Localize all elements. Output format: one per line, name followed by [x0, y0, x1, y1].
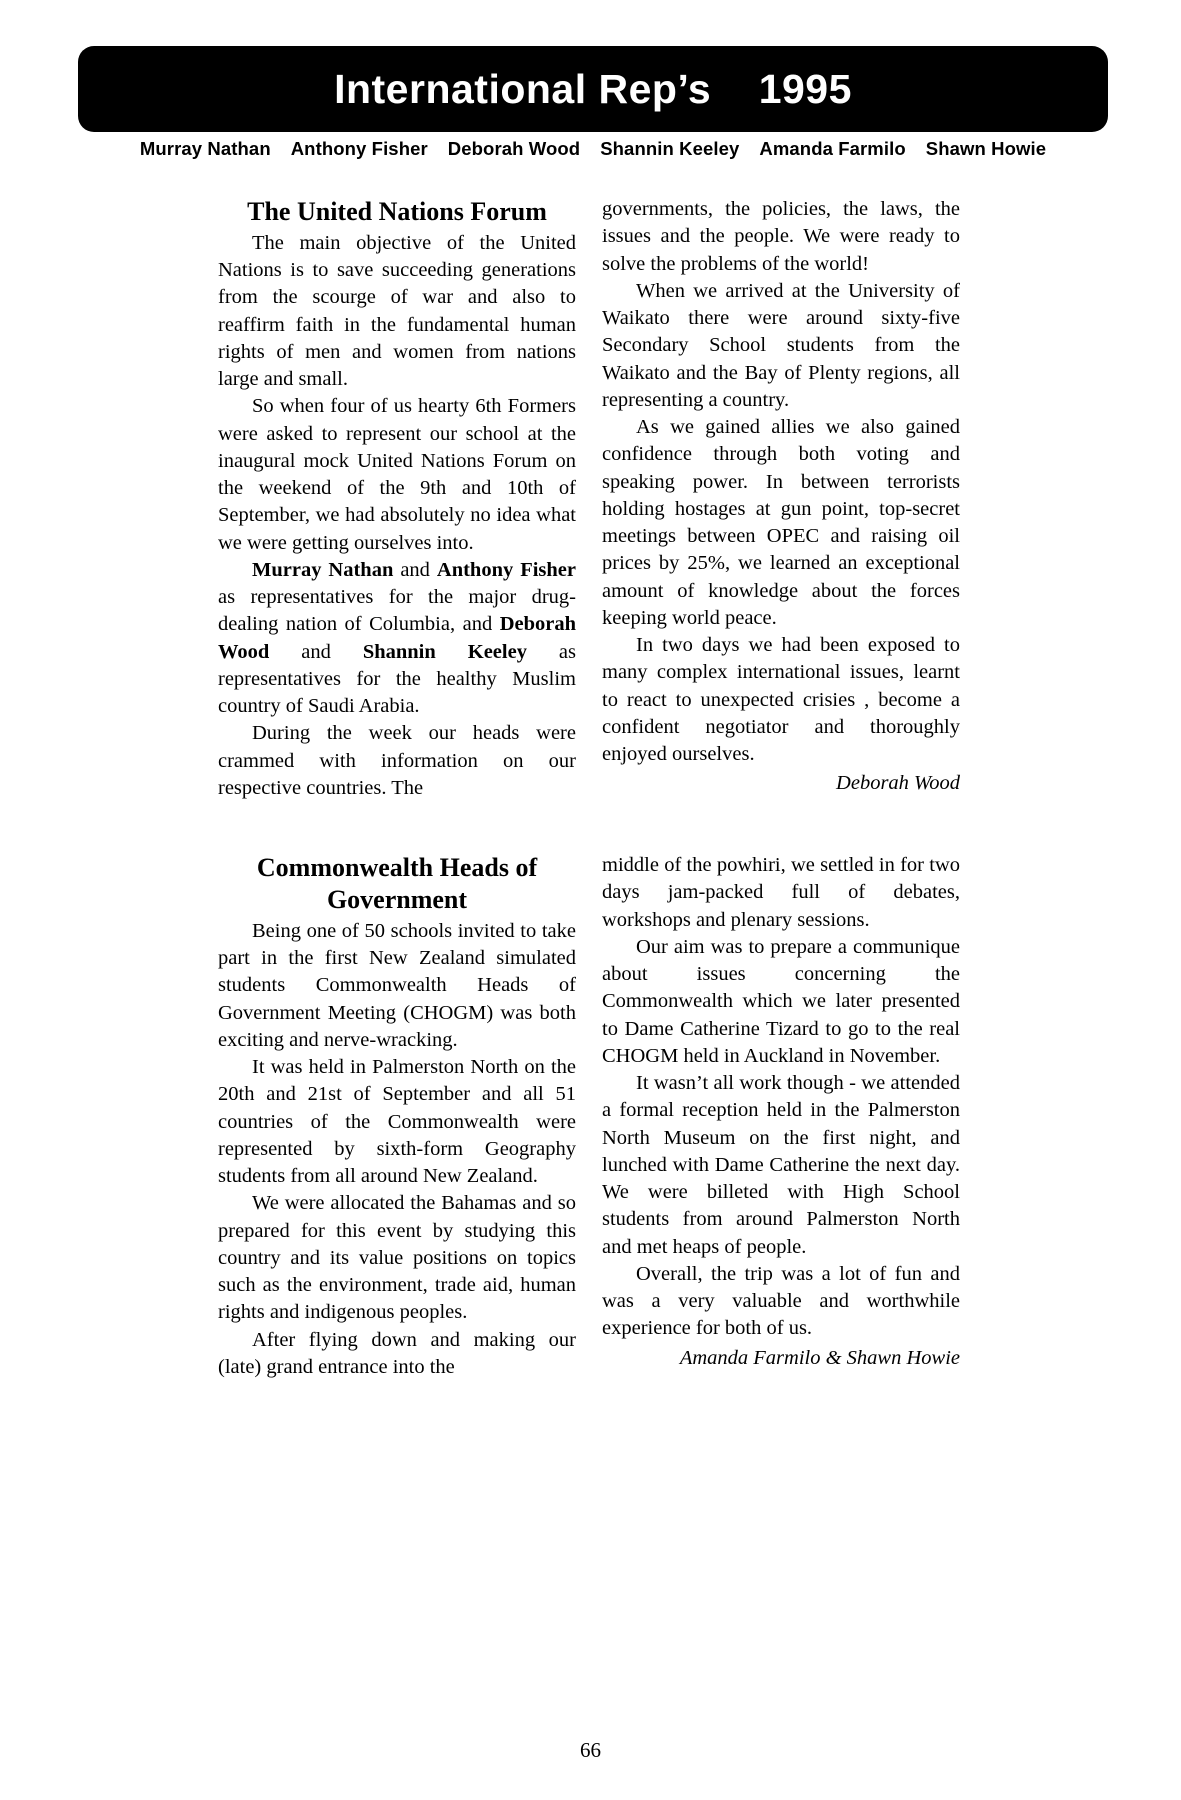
- paragraph: When we arrived at the University of Waikato there were around sixty-five Secondary School students from the Waikato and the Bay of Plenty regions, all representing a country.: [602, 279, 960, 411]
- rep-name: Amanda Farmilo: [759, 138, 906, 159]
- masthead-banner: [78, 46, 1108, 132]
- page-number: 66: [580, 1738, 601, 1762]
- paragraph: So when four of us hearty 6th Formers were asked to represent our school at the inaugural mock United Nations Forum on the weekend of the 9th and 10th of September, we had absolutely no idea what we were getting ourselves into.: [218, 395, 576, 554]
- article-right-column: [602, 852, 960, 1381]
- article-title: Commonwealth Heads of Government: [256, 853, 538, 914]
- article-signature: Amanda Farmilo & Shawn Howie: [679, 1346, 960, 1369]
- paragraph: As we gained allies we also gained confidence through both voting and speaking power. In between terrorists holding hostages at gun point, top-secret meetings between OPEC and raising oil prices by 25%, we learned an exceptional amount of knowledge about the forces keeping world peace.: [602, 416, 960, 629]
- paragraph: After flying down and making our (late) grand entrance into the: [218, 1328, 576, 1378]
- article-signature: Deborah Wood: [836, 772, 960, 795]
- rep-name: Shawn Howie: [925, 138, 1047, 159]
- rep-name: Deborah Wood: [447, 138, 581, 159]
- paragraph: During the week our heads were crammed with information on our respective countries. The: [218, 722, 576, 799]
- rep-name: Murray Nathan: [139, 138, 271, 159]
- article-title: The United Nations Forum: [247, 197, 547, 226]
- paragraph: governments, the policies, the laws, the issues and the people. We were ready to solve the problems of the world!: [602, 198, 960, 275]
- article-left-column: [218, 196, 576, 802]
- paragraph: The main objective of the United Nations is to save succeeding generations from the scourge of war and also to reaffirm faith in the fundamental human rights of men and women from nations large and small.: [218, 231, 576, 391]
- article-right-column: [602, 196, 960, 802]
- international-reps-names: [78, 138, 1108, 160]
- article-commonwealth-heads-of-government: [218, 852, 960, 1381]
- masthead-title: International Rep’s 1995: [334, 65, 852, 112]
- article-united-nations-forum: [218, 196, 960, 802]
- paragraph: We were allocated the Bahamas and so prepared for this event by studying this country and its value positions on topics such as the environment, trade aid, human rights and indigenous peoples.: [218, 1192, 576, 1324]
- paragraph: Being one of 50 schools invited to take part in the first New Zealand simulated students Commonwealth Heads of Government Meeting (CHOGM) was both exciting and nerve-wracking.: [218, 919, 576, 1051]
- article-left-column: [218, 852, 576, 1381]
- paragraph: Overall, the trip was a lot of fun and was a very valuable and worthwhile experience for both of us.: [602, 1262, 960, 1340]
- rep-name: Anthony Fisher: [290, 138, 428, 159]
- paragraph: Murray Nathan and Anthony Fisher as representatives for the major drug-dealing nation of Columbia, and Deborah Wood and Shannin Keeley as representatives for the healthy Muslim country of Saudi Arabia.: [218, 558, 577, 718]
- paragraph: middle of the powhiri, we settled in for two days jam-packed full of debates, workshops and plenary sessions.: [602, 854, 960, 931]
- paragraph: In two days we had been exposed to many complex international issues, learnt to react to unexpected crisies , become a confident negotiator and thoroughly enjoyed ourselves.: [602, 634, 960, 765]
- rep-name: Shannin Keeley: [600, 138, 740, 159]
- paragraph: Our aim was to prepare a communique about issues concerning the Commonwealth which we later presented to Dame Catherine Tizard to go to the real CHOGM held in Auckland in November.: [602, 935, 960, 1067]
- paragraph: It was held in Palmerston North on the 20th and 21st of September and all 51 countries of the Commonwealth were represented by sixth-form Geography students from all around New Zealand.: [218, 1056, 576, 1188]
- paragraph: It wasn’t all work though - we attended a formal reception held in the Palmerston North Museum on the first night, and lunched with Dame Catherine the next day. We were billeted with High School students from around Palmerston North and met heaps of people.: [602, 1072, 960, 1258]
